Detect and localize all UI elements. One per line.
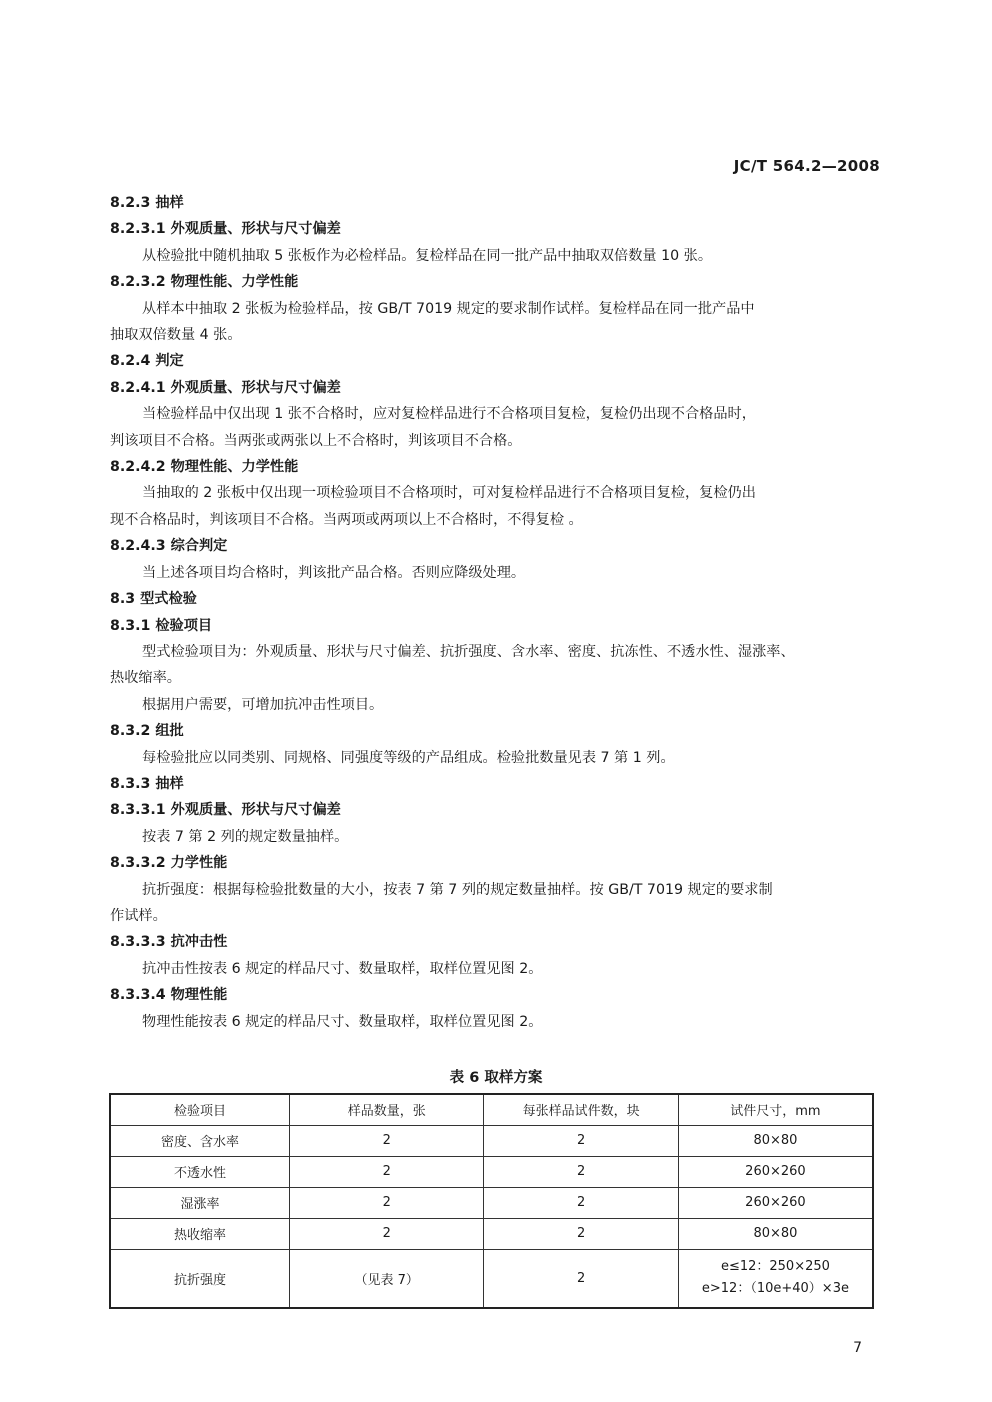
paragraph-line: 从检验批中随机抽取 5 张板作为必检样品。复检样品在同一批产品中抽取双倍数量 10 张。	[142, 247, 713, 264]
section-heading: 8.2.4 判定	[110, 353, 184, 370]
paragraph-line: 抗冲击性按表 6 规定的样品尺寸、数量取样，取样位置见图 2。	[142, 960, 543, 977]
table-cell: 2	[290, 1156, 484, 1187]
section-heading: 8.2.4.2 物理性能、力学性能	[110, 459, 299, 476]
paragraph-line: 抽取双倍数量 4 张。	[110, 327, 242, 344]
paragraph-line: 热收缩率。	[110, 670, 181, 687]
section-heading: 8.3.3.3 抗冲击性	[110, 934, 228, 951]
table-cell: 2	[484, 1156, 678, 1187]
table-cell: 260×260	[678, 1156, 873, 1187]
paragraph-line: 作试样。	[110, 907, 167, 924]
paragraph-line: 根据用户需要，可增加抗冲击性项目。	[142, 696, 384, 713]
table-cell: 2	[484, 1249, 678, 1308]
header-cell: 检验项目	[110, 1094, 290, 1125]
section-heading: 8.3.2 组批	[110, 723, 184, 740]
table-cell: 80×80	[678, 1125, 873, 1156]
table-row	[110, 1187, 873, 1218]
table-header-row	[110, 1094, 873, 1125]
paragraph-line: 当上述各项目均合格时，判该批产品合格。否则应降级处理。	[142, 564, 526, 581]
table-row	[110, 1249, 873, 1308]
paragraph-line: 物理性能按表 6 规定的样品尺寸、数量取样，取样位置见图 2。	[142, 1013, 543, 1030]
table-cell: 抗折强度	[110, 1249, 290, 1308]
section-heading: 8.3.3 抽样	[110, 775, 184, 792]
section-heading: 8.3.1 检验项目	[110, 617, 213, 634]
table-cell: 湿涨率	[110, 1187, 290, 1218]
paragraph-line: 现不合格品时，判该项目不合格。当两项或两项以上不合格时，不得复检 。	[110, 511, 583, 528]
paragraph-line: 判该项目不合格。当两张或两张以上不合格时，判该项目不合格。	[110, 432, 522, 449]
section-heading: 8.3 型式检验	[110, 591, 197, 608]
paragraph-line: 型式检验项目为：外观质量、形状与尺寸偏差、抗折强度、含水率、密度、抗冻性、不透水性、湿涨率、	[142, 643, 795, 660]
table-cell: 2	[290, 1187, 484, 1218]
table-cell: 2	[290, 1125, 484, 1156]
table-cell: 不透水性	[110, 1156, 290, 1187]
table-cell: 2	[484, 1125, 678, 1156]
table-cell: 2	[484, 1218, 678, 1249]
specimen-size-cell	[678, 1249, 873, 1308]
table-row	[110, 1218, 873, 1249]
size-line: e≤12：250×250	[720, 1259, 830, 1275]
section-heading: 8.2.3.2 物理性能、力学性能	[110, 274, 299, 291]
body-text	[110, 190, 885, 1035]
table-cell: 2	[484, 1187, 678, 1218]
section-heading: 8.2.4.3 综合判定	[110, 538, 228, 555]
table-cell: 2	[290, 1218, 484, 1249]
paragraph-line: 从样本中抽取 2 张板为检验样品，按 GB/T 7019 规定的要求制作试样。复检样品在同一批产品中	[142, 300, 755, 317]
section-heading: 8.2.3.1 外观质量、形状与尺寸偏差	[110, 221, 341, 238]
table-title: 表 6 取样方案	[449, 1070, 543, 1086]
paragraph-line: 每检验批应以同类别、同规格、同强度等级的产品组成。检验批数量见表 7 第 1 列。	[142, 749, 675, 766]
size-line: e>12：（10e+40）×3e	[701, 1281, 849, 1297]
paragraph-line: 按表 7 第 2 列的规定数量抽样。	[142, 828, 349, 845]
table-cell: 80×80	[678, 1218, 873, 1249]
paragraph-line: 当抽取的 2 张板中仅出现一项检验项目不合格项时，可对复检样品进行不合格项目复检，复检仍出	[142, 485, 756, 502]
table-row	[110, 1125, 873, 1156]
header-cell: 样品数量，张	[290, 1094, 484, 1125]
section-heading: 8.3.3.2 力学性能	[110, 855, 228, 872]
table-cell: 热收缩率	[110, 1218, 290, 1249]
table-cell: （见表 7）	[290, 1249, 484, 1308]
section-heading: 8.3.3.1 外观质量、形状与尺寸偏差	[110, 802, 341, 819]
header-cell: 试件尺寸，mm	[678, 1094, 873, 1125]
table-row	[110, 1156, 873, 1187]
table-cell: 密度、含水率	[110, 1125, 290, 1156]
page-number: 7	[853, 1340, 862, 1356]
table-cell: 260×260	[678, 1187, 873, 1218]
section-heading: 8.2.4.1 外观质量、形状与尺寸偏差	[110, 379, 341, 396]
standard-code: JC/T 564.2—2008	[733, 157, 880, 175]
header-cell: 每张样品试件数，块	[484, 1094, 678, 1125]
paragraph-line: 当检验样品中仅出现 1 张不合格时，应对复检样品进行不合格项目复检，复检仍出现不合格品时，	[142, 406, 756, 423]
paragraph-line: 抗折强度：根据每检验批数量的大小，按表 7 第 7 列的规定数量抽样。按 GB/T 7019 规定的要求制	[142, 881, 773, 898]
section-heading: 8.3.3.4 物理性能	[110, 987, 228, 1004]
section-heading: 8.2.3 抽样	[110, 195, 184, 211]
sampling-table	[109, 1093, 874, 1309]
